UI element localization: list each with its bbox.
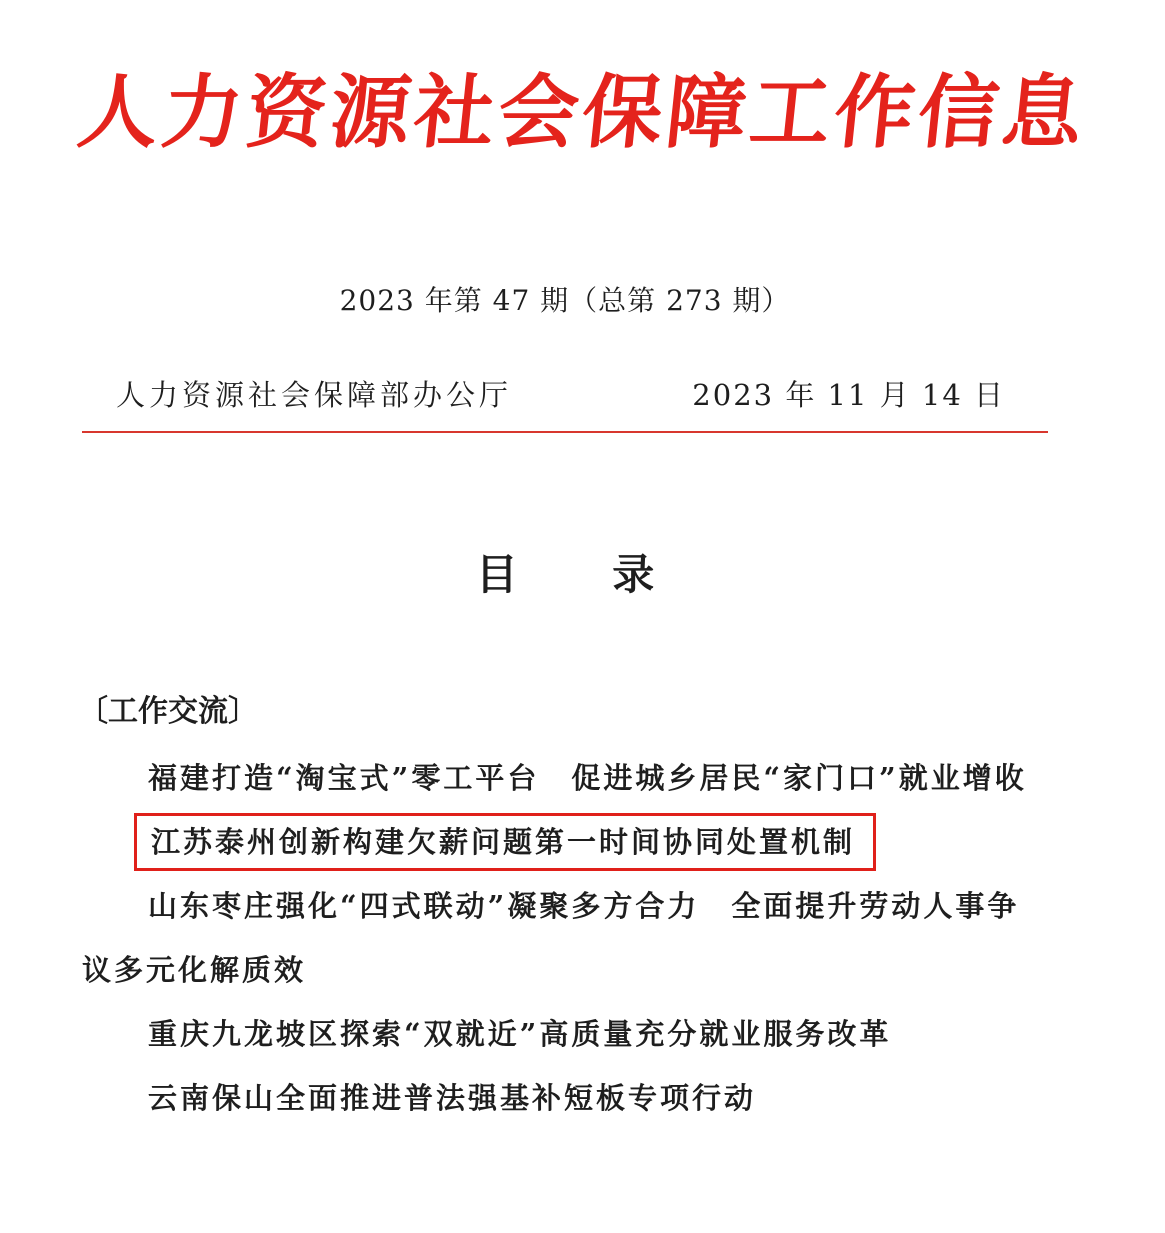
toc-item[interactable] <box>82 746 1050 810</box>
section-label: 〔工作交流〕 <box>78 694 258 729</box>
toc-item-text: 福建打造“淘宝式”零工平台 促进城乡居民“家门口”就业增收 <box>148 761 1027 795</box>
toc-item-text: 重庆九龙坡区探索“双就近”高质量充分就业服务改革 <box>148 1017 892 1051</box>
toc-item[interactable] <box>82 1002 1050 1066</box>
header-divider <box>82 431 1048 433</box>
toc-item[interactable] <box>82 874 1050 1002</box>
toc-list <box>82 746 1050 1130</box>
toc-item-text: 云南保山全面推进普法强基补短板专项行动 <box>148 1081 757 1115</box>
issue-date: 2023 年 11 月 14 日 <box>692 378 1005 412</box>
masthead-title: 人力资源社会保障工作信息 <box>73 66 1092 159</box>
toc-item[interactable] <box>82 1066 1050 1130</box>
issuing-office: 人力资源社会保障部办公厅 <box>116 378 513 412</box>
toc-item-text: 江苏泰州创新构建欠薪问题第一时间协同处置机制 <box>134 813 876 871</box>
issue-number: 2023 年第 47 期（总第 273 期） <box>339 284 791 317</box>
toc-title: 目 录 <box>475 550 655 599</box>
toc-item-highlighted[interactable] <box>82 810 1050 874</box>
toc-item-text: 山东枣庄强化“四式联动”凝聚多方合力 全面提升劳动人事争议多元化解质效 <box>82 889 1020 987</box>
